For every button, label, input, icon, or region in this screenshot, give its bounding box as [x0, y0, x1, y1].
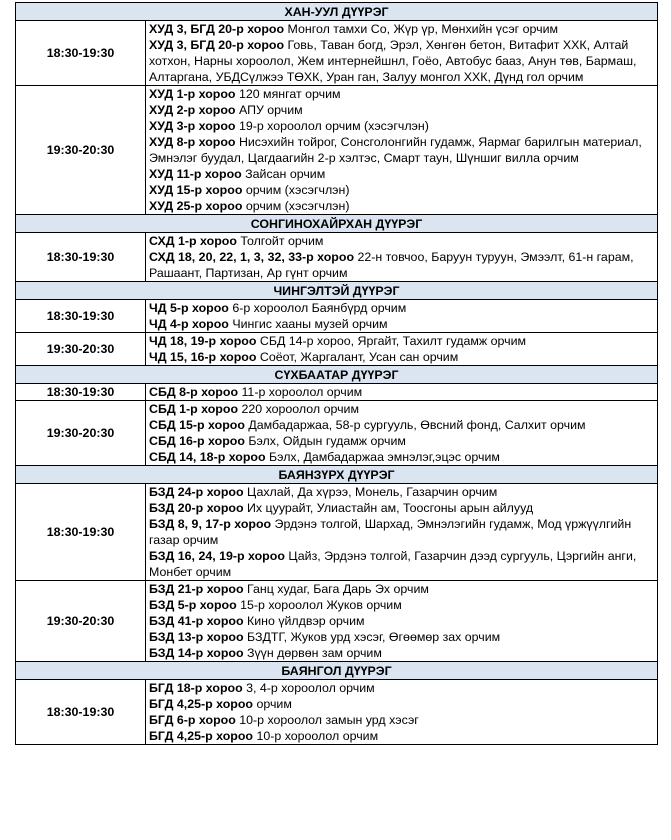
- location-entry: [149, 316, 654, 332]
- location-entry: [149, 21, 654, 37]
- location-entry: [149, 401, 654, 417]
- district-name: СОНГИНОХАЙРХАН ДҮҮРЭГ: [16, 215, 658, 233]
- time-slot-row: [16, 401, 658, 466]
- location-entry: [149, 680, 654, 696]
- time-slot: 18:30-19:30: [16, 484, 146, 581]
- khoroo-label: БЗД 16, 24, 19-р хороо: [149, 549, 285, 563]
- time-slot: 18:30-19:30: [16, 300, 146, 333]
- khoroo-label: БГД 4,25-р хороо: [149, 729, 254, 743]
- khoroo-label: СБД 16-р хороо: [149, 434, 245, 448]
- location-text: АПУ орчим: [235, 103, 303, 117]
- location-text: 15-р хороолол Жуков орчим: [236, 598, 402, 612]
- khoroo-label: ЧД 18, 19-р хороо: [149, 334, 257, 348]
- location-entry: [149, 134, 654, 166]
- khoroo-label: ЧД 4-р хороо: [149, 317, 229, 331]
- location-text: 19-р хороолол орчим (хэсэгчлэн): [235, 119, 429, 133]
- location-entry: [149, 249, 654, 281]
- location-entry: [149, 728, 654, 744]
- location-text: орчим (хэсэгчлэн): [242, 183, 350, 197]
- khoroo-label: СБД 14, 18-р хороо: [149, 450, 266, 464]
- time-slot-row: [16, 384, 658, 401]
- district-name: СҮХБААТАР ДҮҮРЭГ: [16, 366, 658, 384]
- location-entry: [149, 198, 654, 214]
- location-text: Дамбадаржаа, 58-р сургууль, Өвсний фонд, Салхит орчим: [244, 418, 586, 432]
- location-text: Говь, Таван богд, Эрэл, Хөнгөн бетон, Витафит ХХК, Алтай хотхон, Нарны хороолол, Жем интернейшнл, Гоёо, Автобус бааз, Анун төв, Бармаш, Алтаргана, УБДСүлжээ ТӨХК, Уран ган, Залуу монгол ХХК, Дүнд гол орчим: [149, 38, 637, 84]
- location-entry: [149, 86, 654, 102]
- khoroo-label: ХУД 3-р хороо: [149, 119, 236, 133]
- location-text: Соёот, Жаргалант, Усан сан орчим: [256, 350, 459, 364]
- locations-cell: [146, 401, 658, 466]
- khoroo-label: СХД 1-р хороо: [149, 234, 237, 248]
- outage-schedule-document: [15, 2, 657, 745]
- district-header-row: [16, 662, 658, 680]
- district-name: БАЯНГОЛ ДҮҮРЭГ: [16, 662, 658, 680]
- location-text: орчим: [253, 697, 292, 711]
- time-slot-row: [16, 21, 658, 86]
- location-entry: [149, 166, 654, 182]
- district-name: ЧИНГЭЛТЭЙ ДҮҮРЭГ: [16, 282, 658, 300]
- time-slot: 19:30-20:30: [16, 401, 146, 466]
- district-header-row: [16, 215, 658, 233]
- khoroo-label: БЗД 13-р хороо: [149, 630, 244, 644]
- khoroo-label: ХУД 8-р хороо: [149, 135, 236, 149]
- khoroo-label: БЗД 21-р хороо: [149, 582, 244, 596]
- time-slot-row: [16, 581, 658, 662]
- location-text: 6-р хороолол Баянбүрд орчим: [228, 301, 407, 315]
- location-entry: [149, 500, 654, 516]
- location-entry: [149, 712, 654, 728]
- location-text: Цайз, Эрдэнэ толгой, Газарчин дээд сургууль, Цэргийн анги, Монбет орчим: [149, 549, 637, 579]
- time-slot-row: [16, 233, 658, 282]
- location-text: 22-н товчоо, Баруун туруун, Эмээлт, 61-н гарам, Рашаант, Партизан, Ар гүнт орчим: [149, 250, 634, 280]
- district-name: ХАН-УУЛ ДҮҮРЭГ: [16, 3, 658, 21]
- location-entry: [149, 449, 654, 465]
- khoroo-label: БЗД 24-р хороо: [149, 485, 244, 499]
- khoroo-label: ЧД 15, 16-р хороо: [149, 350, 257, 364]
- district-header-row: [16, 466, 658, 484]
- khoroo-label: СХД 18, 20, 22, 1, 3, 32, 33-р хороо: [149, 250, 355, 264]
- location-entry: [149, 516, 654, 548]
- location-text: Бэлх, Дамбадаржаа эмнэлэг,эцэс орчим: [265, 450, 500, 464]
- khoroo-label: БЗД 8, 9, 17-р хороо: [149, 517, 272, 531]
- location-text: 10-р хороолол орчим: [253, 729, 379, 743]
- khoroo-label: ХУД 1-р хороо: [149, 87, 236, 101]
- location-text: 3, 4-р хороолол орчим: [242, 681, 375, 695]
- khoroo-label: ХУД 15-р хороо: [149, 183, 243, 197]
- khoroo-label: БГД 4,25-р хороо: [149, 697, 254, 711]
- location-text: орчим (хэсэгчлэн): [242, 199, 350, 213]
- location-entry: [149, 118, 654, 134]
- location-entry: [149, 645, 654, 661]
- location-entry: [149, 349, 654, 365]
- khoroo-label: БЗД 41-р хороо: [149, 614, 244, 628]
- khoroo-label: ЧД 5-р хороо: [149, 301, 229, 315]
- location-text: СБД 14-р хороо, Яргайт, Тахилт гудамж орчим: [256, 334, 527, 348]
- time-slot: 19:30-20:30: [16, 86, 146, 215]
- location-text: Цахлай, Да хүрээ, Монель, Газарчин орчим: [243, 485, 498, 499]
- khoroo-label: ХУД 3, БГД 20-р хороо: [149, 38, 285, 52]
- time-slot: 18:30-19:30: [16, 21, 146, 86]
- schedule-table: [15, 2, 658, 745]
- time-slot-row: [16, 333, 658, 366]
- khoroo-label: СБД 8-р хороо: [149, 385, 239, 399]
- location-text: Монгол тамхи Со, Жүр үр, Мөнхийн үсэг орчим: [284, 22, 559, 36]
- location-entry: [149, 300, 654, 316]
- location-entry: [149, 433, 654, 449]
- time-slot: 18:30-19:30: [16, 233, 146, 282]
- locations-cell: [146, 300, 658, 333]
- location-entry: [149, 613, 654, 629]
- location-text: Чингис хааны музей орчим: [228, 317, 388, 331]
- khoroo-label: ХУД 25-р хороо: [149, 199, 243, 213]
- location-entry: [149, 484, 654, 500]
- schedule-table-body: [16, 3, 658, 745]
- khoroo-label: БГД 18-р хороо: [149, 681, 243, 695]
- time-slot-row: [16, 86, 658, 215]
- location-text: Зайсан орчим: [241, 167, 326, 181]
- location-text: Толгойт орчим: [236, 234, 324, 248]
- location-entry: [149, 597, 654, 613]
- khoroo-label: БЗД 14-р хороо: [149, 646, 244, 660]
- khoroo-label: ХУД 2-р хороо: [149, 103, 236, 117]
- location-entry: [149, 384, 654, 400]
- location-text: 120 мянгат орчим: [235, 87, 341, 101]
- location-text: Нисэхийн тойрог, Сонсголонгийн гудамж, Яармаг барилгын материал, Эмнэлэг буудал, Цагдаагийн 2-р хэлтэс, Смарт таун, Шүншиг вилла орчим: [149, 135, 642, 165]
- location-text: 10-р хороолол замын урд хэсэг: [235, 713, 419, 727]
- location-entry: [149, 102, 654, 118]
- district-header-row: [16, 282, 658, 300]
- locations-cell: [146, 21, 658, 86]
- khoroo-label: БЗД 20-р хороо: [149, 501, 244, 515]
- locations-cell: [146, 233, 658, 282]
- khoroo-label: БГД 6-р хороо: [149, 713, 236, 727]
- time-slot: 19:30-20:30: [16, 333, 146, 366]
- district-name: БАЯНЗҮРХ ДҮҮРЭГ: [16, 466, 658, 484]
- locations-cell: [146, 680, 658, 745]
- locations-cell: [146, 581, 658, 662]
- khoroo-label: СБД 1-р хороо: [149, 402, 239, 416]
- locations-cell: [146, 86, 658, 215]
- location-entry: [149, 581, 654, 597]
- location-text: 220 хороолол орчим: [238, 402, 359, 416]
- location-text: БЗДТГ, Жуков урд хэсэг, Өгөөмөр зах орчим: [243, 630, 501, 644]
- location-entry: [149, 548, 654, 580]
- locations-cell: [146, 384, 658, 401]
- time-slot-row: [16, 484, 658, 581]
- time-slot: 18:30-19:30: [16, 384, 146, 401]
- location-text: Ганц худаг, Бага Дарь Эх орчим: [243, 582, 429, 596]
- location-entry: [149, 333, 654, 349]
- location-entry: [149, 37, 654, 85]
- time-slot: 19:30-20:30: [16, 581, 146, 662]
- location-text: Бэлх, Ойдын гудамж орчим: [244, 434, 406, 448]
- location-text: Зүүн дөрвөн зам орчим: [243, 646, 382, 660]
- time-slot-row: [16, 680, 658, 745]
- location-text: Их цуурайт, Улиастайн ам, Тоосгоны арын айлууд: [243, 501, 534, 515]
- khoroo-label: ХУД 11-р хороо: [149, 167, 242, 181]
- district-header-row: [16, 3, 658, 21]
- location-text: Эрдэнэ толгой, Шархад, Эмнэлэгийн гудамж, Мод үржүүлгийн газар орчим: [149, 517, 632, 547]
- khoroo-label: ХУД 3, БГД 20-р хороо: [149, 22, 285, 36]
- location-entry: [149, 629, 654, 645]
- location-entry: [149, 182, 654, 198]
- district-header-row: [16, 366, 658, 384]
- khoroo-label: СБД 15-р хороо: [149, 418, 245, 432]
- khoroo-label: БЗД 5-р хороо: [149, 598, 237, 612]
- location-entry: [149, 417, 654, 433]
- location-entry: [149, 696, 654, 712]
- time-slot: 18:30-19:30: [16, 680, 146, 745]
- locations-cell: [146, 333, 658, 366]
- time-slot-row: [16, 300, 658, 333]
- locations-cell: [146, 484, 658, 581]
- location-text: Кино үйлдвэр орчим: [243, 614, 365, 628]
- location-entry: [149, 233, 654, 249]
- location-text: 11-р хороолол орчим: [238, 385, 363, 399]
